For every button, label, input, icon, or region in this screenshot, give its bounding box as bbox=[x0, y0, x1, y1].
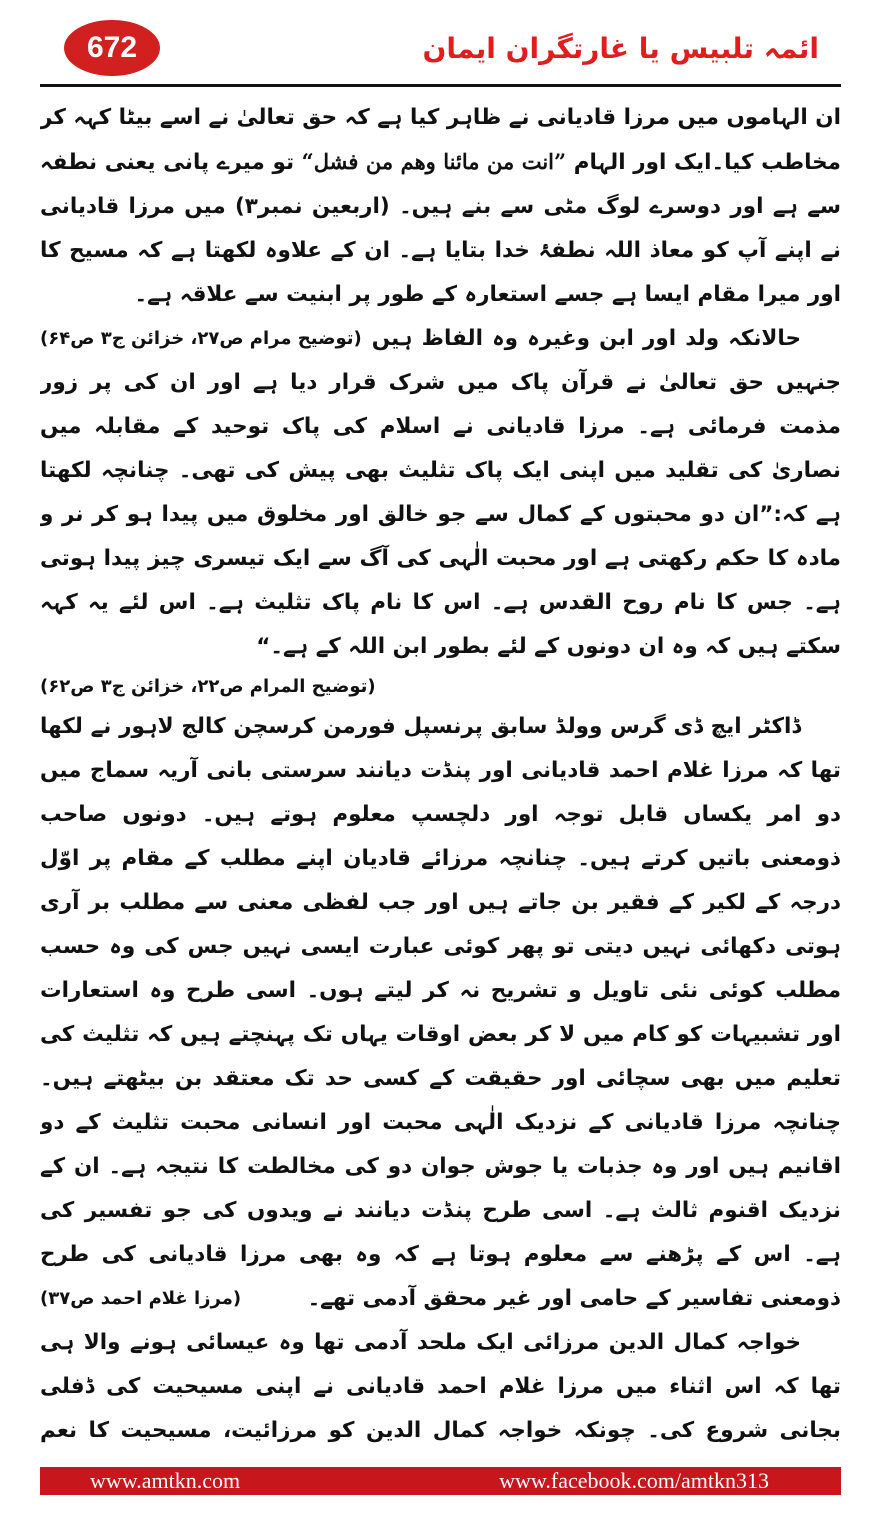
paragraph-1 bbox=[40, 96, 841, 349]
facebook-link[interactable]: www.facebook.com/amtkn313 bbox=[499, 1468, 769, 1493]
reference-3: (مرزا غلام احمد ص۳۷) bbox=[40, 1288, 242, 1309]
page-number-badge: 672 bbox=[64, 20, 160, 76]
paragraph-1-text: ان الہاموں میں مرزا قادیانی نے ظاہر کیا ہے کہ حق تعالیٰ نے اسے بیٹا کہہ کر مخاطب کیا۔ایک اور الہام bbox=[40, 105, 841, 175]
header-divider bbox=[40, 84, 841, 87]
reference-1: (توضیح مرام ص۲۷، خزائن ج۳ ص۶۴) bbox=[40, 328, 362, 349]
reference-2: (توضیح المرام ص۲۲، خزائن ج۳ ص۶۲) bbox=[40, 676, 376, 697]
website-link[interactable]: www.amtkn.com bbox=[90, 1468, 241, 1493]
paragraph-4 bbox=[40, 1321, 841, 1456]
paragraph-3 bbox=[40, 705, 841, 1321]
page-footer bbox=[40, 1467, 841, 1495]
paragraph-4-text: خواجہ کمال الدین مرزائی ایک ملحد آدمی تھا وہ عیسائی ہونے والا ہی تھا کہ اس اثناء میں مرزا غلام احمد قادیانی نے اپنی مسیحیت کی ڈفلی بجانی شروع کی۔ چونکہ خواجہ کمال الدین کو مرزائیت، مسیحیت کا نعم bbox=[40, 1330, 841, 1443]
paragraph-3-text: ڈاکٹر ایچ ڈی گرس وولڈ سابق پرنسپل فورمن کرسچن کالج لاہور نے لکھا تھا کہ مرزا غلام احمد قادیانی اور پنڈت دیانند سرستی بانی آریہ سماج میں دو امر یکساں قابل توجہ اور دلچسپ معلوم ہوتے ہیں۔ دونوں صاحب ذومعنی باتیں کرتے ہیں۔ چنانچہ مرزائے قادیان اپنے مطلب کے مقام پر اوّل درجہ کے لکیر کے فقیر بن جاتے ہیں اور جب لفظی معنی سے مطلب بر آری ہوتی دکھائی نہیں دیتی تو پھر کوئی عبارت ایسی نہیں جس کی وہ حسب مطلب کوئی نئی تاویل و تشریح نہ کر لیتے ہوں۔ اسی طرح وہ استعارات اور تشبیہات کو کام میں لا کر بعض اوقات یہاں تک پہنچتے ہیں کہ تثلیث کی تعلیم میں بھی سچائی اور حقیقت کے کسی حد تک معتقد بن بیٹھتے ہیں۔ چنانچہ مرزا قادیانی کے نزدیک الٰہی محبت اور انسانی محبت تثلیث کے دو اقانیم ہیں اور وہ جذبات یا جوش جوان دو کی مخالطت کا نتیجہ ہے۔ ان کے نزدیک اقنوم ثالث ہے۔ اسی طرح پنڈت دیانند نے ویدوں کی جو تفسیر کی ہے۔ اس کے پڑھنے سے معلوم ہوتا ہے کہ وہ بھی مرزا قادیانی کی طرح ذومعنی تفاسیر کے حامی اور غیر محقق آدمی تھے۔ bbox=[40, 714, 841, 1311]
paragraph-1-text-continued: تو میرے پانی یعنی نطفہ سے ہے اور دوسرے لوگ مٹی سے بنے ہیں۔ (اربعین نمبر۳) میں مرزا قادیانی نے اپنے آپ کو معاذ اللہ نطفۂ خدا بتایا ہے۔ ان کے علاوہ لکھتا ہے کہ مسیح کا اور میرا مقام ایسا ہے جسے استعارہ کے طور پر ابنیت سے علاقہ ہے۔ bbox=[40, 150, 841, 307]
paragraph-2 bbox=[40, 317, 841, 669]
page-body bbox=[40, 96, 841, 1456]
paragraph-2-text: حالانکہ ولد اور ابن وغیرہ وہ الفاظ ہیں جنہیں حق تعالیٰ نے قرآن پاک میں شرک قرار دیا ہے اور ان کی پر زور مذمت فرمائی ہے۔ مرزا قادیانی نے اسلام کی پاک توحید کے مقابلہ میں نصاریٰ کی تقلید میں اپنی ایک پاک تثلیث بھی پیش کی تھی۔ چنانچہ لکھتا ہے کہ:”ان دو محبتوں کے کمال سے جو خالق اور مخلوق میں پیدا ہو کر نر و مادہ کا حکم رکھتی ہے اور محبت الٰہی کی آگ سے ایک تیسری چیز پیدا ہوتی ہے۔ جس کا نام روح القدس ہے۔ اس کا نام پاک تثلیث ہے۔ اس لئے یہ کہہ سکتے ہیں کہ وہ ان دونوں کے لئے بطور ابن اللہ کے ہے۔“ bbox=[40, 326, 841, 659]
page-header bbox=[40, 20, 841, 82]
book-title: ائمہ تلبیس یا غارتگران ایمان bbox=[422, 32, 819, 65]
arabic-quote: ”انت من مائنا وھم من فشل“ bbox=[301, 149, 567, 174]
